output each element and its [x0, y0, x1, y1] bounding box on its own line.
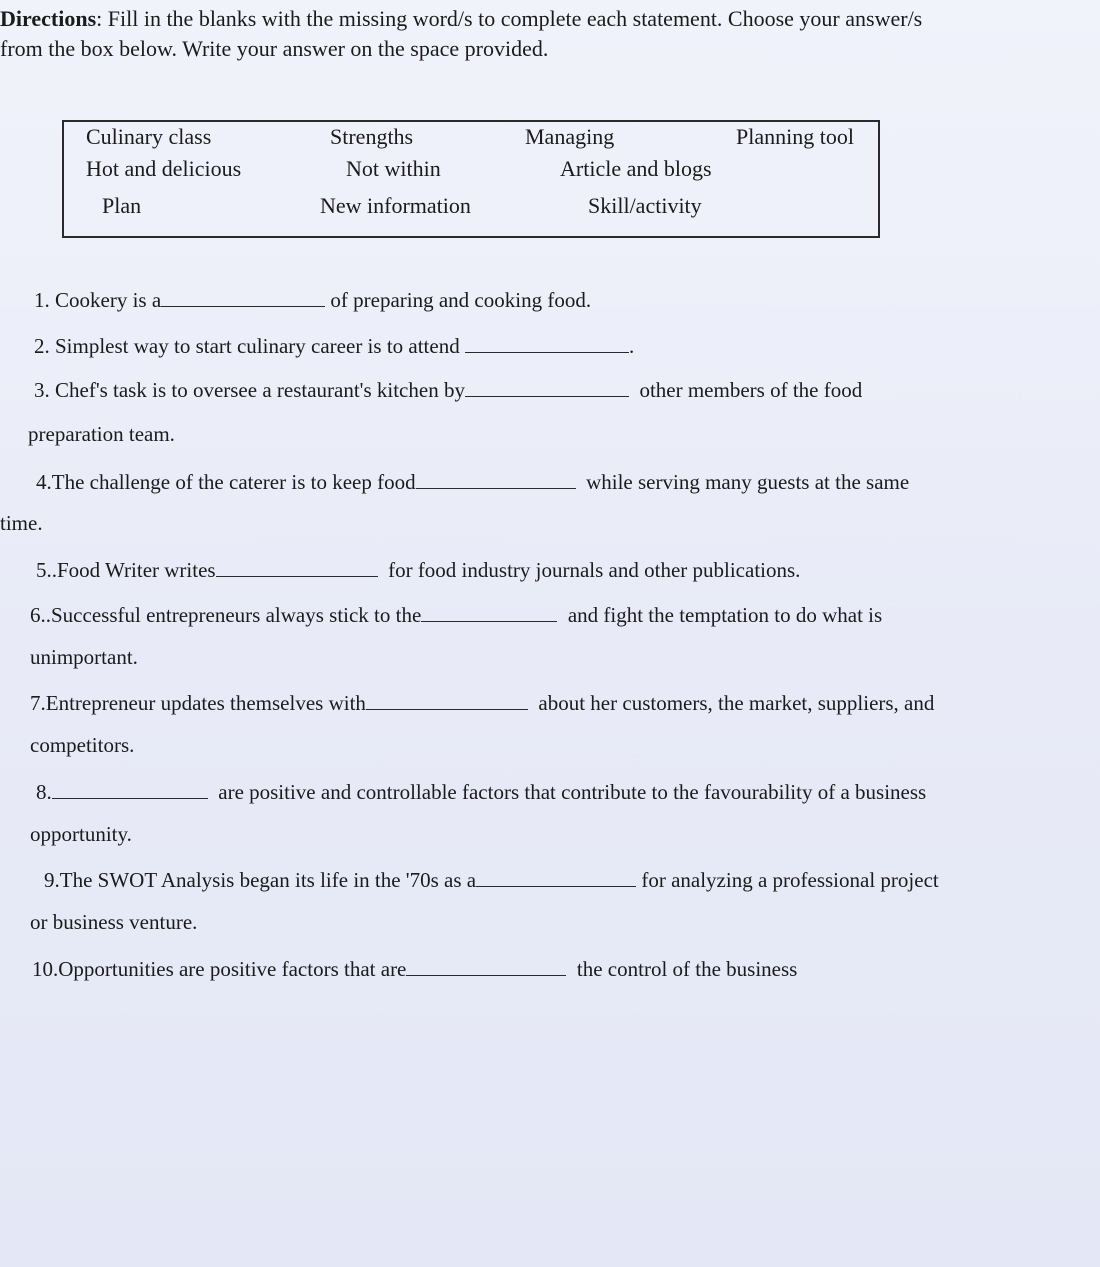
- word-option: Culinary class: [86, 124, 212, 149]
- answer-blank-6[interactable]: [421, 603, 557, 622]
- question-4-continued: time.: [0, 511, 43, 535]
- word-option: Strengths: [330, 124, 414, 149]
- word-option: Hot and delicious: [86, 156, 242, 181]
- question-1: 1. Cookery is a of preparing and cooking food.: [34, 288, 592, 312]
- question-7-continued: competitors.: [30, 733, 135, 757]
- directions-label: Directions: [0, 6, 97, 31]
- question-2: 2. Simplest way to start culinary career is to attend .: [34, 334, 635, 358]
- answer-blank-3[interactable]: [465, 378, 629, 397]
- word-option: Not within: [346, 156, 441, 181]
- answer-blank-10[interactable]: [406, 957, 566, 976]
- word-option: Managing: [525, 124, 615, 149]
- question-8: 8. are positive and controllable factors that contribute to the favourability of a business: [36, 780, 927, 804]
- question-6: 6..Successful entrepreneurs always stick to the and fight the temptation to do what is: [30, 603, 883, 627]
- question-8-continued: opportunity.: [30, 822, 132, 846]
- question-7: 7.Entrepreneur updates themselves with about her customers, the market, suppliers, and: [30, 691, 935, 715]
- question-6-continued: unimportant.: [30, 645, 138, 669]
- question-9-continued: or business venture.: [30, 910, 198, 934]
- word-option: Skill/activity: [588, 193, 702, 218]
- question-3-continued: preparation team.: [28, 422, 175, 446]
- question-3: 3. Chef's task is to oversee a restaurant's kitchen by other members of the food: [34, 378, 863, 402]
- answer-blank-7[interactable]: [366, 691, 528, 710]
- word-option: Article and blogs: [560, 156, 712, 181]
- answer-blank-5[interactable]: [216, 558, 378, 577]
- question-4: 4.The challenge of the caterer is to keep food while serving many guests at the same: [36, 470, 910, 494]
- directions-text-line2: from the box below. Write your answer on the space provided.: [0, 36, 549, 61]
- answer-blank-8[interactable]: [52, 780, 208, 799]
- word-option: Plan: [102, 193, 142, 218]
- answer-blank-2[interactable]: [465, 334, 629, 353]
- word-option: New information: [320, 193, 471, 218]
- question-5: 5..Food Writer writes for food industry journals and other publications.: [36, 558, 801, 582]
- question-10: 10.Opportunities are positive factors that are the control of the business: [32, 957, 798, 981]
- directions: [0, 4, 1090, 64]
- directions-text-line1: : Fill in the blanks with the missing word/s to complete each statement. Choose your answer/s: [96, 6, 923, 31]
- answer-blank-9[interactable]: [476, 868, 636, 887]
- answer-blank-1[interactable]: [161, 288, 325, 307]
- word-option: Planning tool: [736, 124, 854, 149]
- answer-blank-4[interactable]: [416, 470, 576, 489]
- question-9: 9.The SWOT Analysis began its life in the '70s as a for analyzing a professional project: [44, 868, 939, 892]
